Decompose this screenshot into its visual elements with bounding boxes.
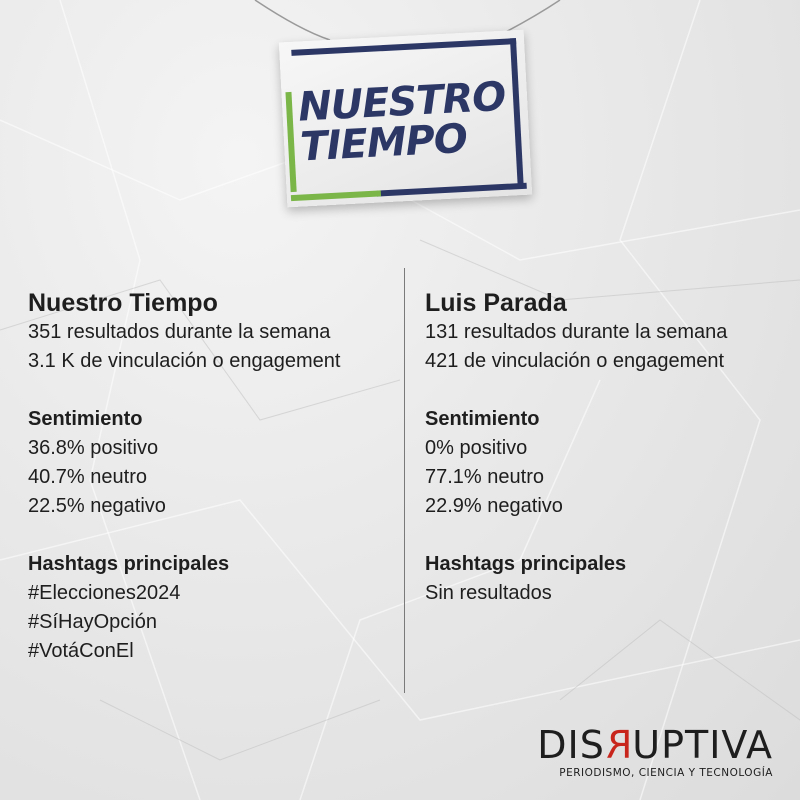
brand-name-part: DIS: [537, 723, 605, 767]
hashtag-item: #SíHayOpción: [28, 611, 157, 633]
logo-frame: [291, 38, 516, 56]
sentiment-heading: Sentimiento: [28, 408, 143, 430]
sentiment-neutral: 77.1% neutro: [425, 466, 544, 488]
nuestro-tiempo-logo: [279, 30, 532, 208]
hashtag-item: #VotáConEl: [28, 640, 134, 662]
logo-line-1: NUESTRO: [297, 73, 507, 131]
sentiment-negative: 22.9% negativo: [425, 495, 563, 517]
sentiment-neutral: 40.7% neutro: [28, 466, 147, 488]
column-nuestro-tiempo: [28, 288, 408, 666]
brand-name-part: UPTIVA: [632, 723, 773, 767]
brand-name-reversed-r: R: [604, 723, 633, 767]
column-title: Luis Parada: [425, 289, 567, 317]
hashtag-item: #Elecciones2024: [28, 582, 181, 604]
engagement-count: 3.1 K de vinculación o engagement: [28, 350, 341, 372]
hashtag-item: Sin resultados: [425, 582, 552, 604]
brand-tagline: PERIODISMO, CIENCIA Y TECNOLOGÍA: [559, 767, 773, 779]
engagement-count: 421 de vinculación o engagement: [425, 350, 725, 372]
sentiment-positive: 0% positivo: [425, 437, 528, 459]
sentiment-heading: Sentimiento: [425, 408, 540, 430]
hashtags-heading: Hashtags principales: [28, 553, 230, 575]
logo-frame: [377, 183, 527, 197]
results-count: 131 resultados durante la semana: [425, 321, 728, 343]
logo-text: [297, 73, 516, 171]
sentiment-positive: 36.8% positivo: [28, 437, 159, 459]
results-count: 351 resultados durante la semana: [28, 321, 331, 343]
logo-accent: [291, 190, 381, 201]
disruptiva-logo: [537, 725, 773, 779]
hashtags-heading: Hashtags principales: [425, 553, 627, 575]
logo-line-2: TIEMPO: [299, 115, 468, 171]
column-title: Nuestro Tiempo: [28, 289, 218, 317]
column-luis-parada: [425, 288, 800, 608]
brand-name: [537, 725, 773, 765]
logo-accent: [285, 92, 296, 192]
sentiment-negative: 22.5% negativo: [28, 495, 166, 517]
